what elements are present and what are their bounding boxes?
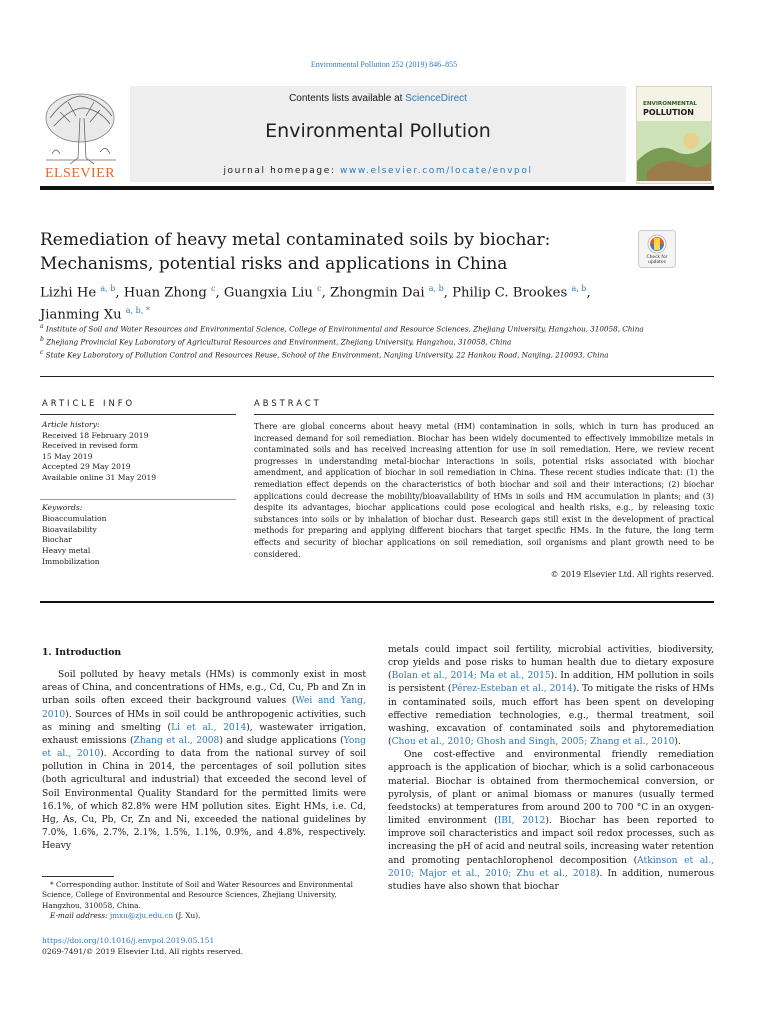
- homepage-line: [130, 166, 626, 176]
- article-title-line2: Mechanisms, potential risks and applications in China: [40, 254, 508, 274]
- cover-image: [637, 121, 712, 181]
- keywords-label: Keywords:: [42, 503, 83, 512]
- email-link[interactable]: jmxu@zju.edu.cn: [109, 910, 174, 920]
- author-name[interactable]: Philip C. Brookes: [452, 285, 568, 301]
- abstract-bottom-rule: [40, 601, 714, 603]
- affiliation: [40, 335, 680, 348]
- email-line: [42, 911, 366, 921]
- citation-link[interactable]: Chou et al., 2010; Ghosh and Singh, 2005; Zhang et al., 2010: [391, 737, 675, 748]
- keywords: [42, 503, 234, 568]
- citation-link[interactable]: Atkinson et al., 2010; Major et al., 2010; Zhu et al., 2018: [388, 855, 714, 879]
- abstract-heading: ABSTRACT: [254, 398, 322, 408]
- citation-link[interactable]: Bolan et al., 2014; Ma et al., 2015: [391, 671, 551, 682]
- paragraph-text: Soil polluted by heavy metals (HMs) is commonly exist in most areas of China, and concentrations of HMs, e.g., Cd, Cu, Pb and Zn in urban soils often exceed their background values (: [42, 670, 366, 707]
- abstract-rule: [254, 414, 714, 415]
- affiliations: [40, 322, 680, 361]
- doi-link[interactable]: https://doi.org/10.1016/j.envpol.2019.05.151: [42, 936, 215, 945]
- contents-prefix: Contents lists available at: [289, 93, 406, 104]
- citation-link[interactable]: Pérez-Esteban et al., 2014: [451, 684, 573, 695]
- keyword: Heavy metal: [42, 546, 91, 556]
- keyword: Immobilization: [42, 556, 100, 566]
- affiliation-marker: a: [40, 323, 44, 330]
- author-separator: ,: [586, 285, 591, 301]
- citation-link[interactable]: Yong et al., 2010: [42, 735, 367, 760]
- author-name[interactable]: Guangxia Liu: [223, 285, 313, 301]
- email-suffix: (J. Xu).: [173, 910, 201, 920]
- citation-link[interactable]: Zhang et al., 2008: [133, 735, 220, 746]
- author-affiliation-marker[interactable]: a, b, *: [125, 306, 150, 316]
- affiliation: [40, 322, 680, 335]
- history-label: Article history:: [42, 420, 100, 429]
- author-affiliation-marker[interactable]: a, b: [571, 284, 587, 293]
- article-info-rule: [40, 414, 236, 415]
- citation-link[interactable]: IBI, 2012: [497, 816, 546, 827]
- paragraph-text: ). Sources of HMs in soil could be anthropogenic activities, such as mining and smelting (: [42, 709, 366, 733]
- author-affiliation-marker[interactable]: a, b: [428, 284, 444, 293]
- article-title-line1: Remediation of heavy metal contaminated soils by biochar:: [40, 230, 551, 250]
- author-separator: ,: [215, 285, 224, 301]
- affiliation-text: Institute of Soil and Water Resources and Environmental Science, College of Environmental and Resource Sciences, Zhejiang University, Hangzhou, 310058, China: [43, 324, 644, 334]
- body-paragraph: [42, 669, 366, 853]
- cover-title-line1: ENVIRONMENTAL: [643, 101, 698, 107]
- body-paragraph: [388, 644, 714, 749]
- citation-link[interactable]: Wei and Yang, 2010: [42, 696, 366, 720]
- issn-line: 0269-7491/© 2019 Elsevier Ltd. All rights reserved.: [42, 946, 244, 956]
- homepage-link[interactable]: www.elsevier.com/locate/envpol: [339, 166, 533, 176]
- history-item: Accepted 29 May 2019: [42, 462, 131, 472]
- author-separator: ,: [115, 285, 124, 301]
- affiliation: [40, 348, 680, 361]
- abstract-copyright: © 2019 Elsevier Ltd. All rights reserved.: [550, 570, 714, 579]
- journal-citation-link[interactable]: Environmental Pollution 252 (2019) 846–855: [310, 60, 458, 69]
- body-paragraph: [388, 749, 714, 894]
- author-name[interactable]: Huan Zhong: [123, 285, 207, 301]
- paragraph-text: ), wastewater irrigation, exhaust emissions (: [42, 722, 366, 746]
- corresponding-author-note: * Corresponding author. Institute of Soil and Water Resources and Environmental Science, College of Environmental and Resource Sciences, Zhejiang University, Hangzhou, 310058, China.: [42, 880, 354, 910]
- author-name[interactable]: Lizhi He: [40, 285, 97, 301]
- keywords-rule: [40, 499, 236, 500]
- history-item: Available online 31 May 2019: [42, 472, 157, 482]
- body-column-right: [388, 644, 714, 894]
- body-column-left: [42, 646, 366, 853]
- title-rule: [40, 376, 714, 377]
- abstract-text: There are global concerns about heavy metal (HM) contamination in soils, which in turn has produced an increased demand for soil remediation. Biochar has been widely documented to effectively immobilize metals in contaminated soils and has received increasing attention for use in soil remediation. Here, we review recent progresses in understanding metal-biochar interactions in soils, potential risks associated with biochar amendment, and application of biochar in soil remediation in China. These recent studies indicate that: (1) the remediation effect depends on the characteristics of both biochar and soil and their interactions; (2) biochar applications could decrease the mobility/bioavailability of HMs in soils and HM accumulation in plants; and (3) despite its advantages, biochar applications could pose ecological and health risks, e.g., by releasing toxic substances into soils or by inhalation of biochar dust. Research gaps still exist in the development of practical methods for preparing and applying different biochars that target specific HMs. In the future, the long term effects and security of biochar applications on soil remediation, soil organisms and plant growth need to be considered.: [254, 422, 714, 559]
- paragraph-text: ). According to data from the national survey of soil pollution in China in 2014, the percentages of soil pollution sites (both agricultural and industrial) that exceeded the second level of Soil Environmental Quality Standard for the permitted limits were 16.1%, of which 82.8% were HM pollution sites. Eight HMs, i.e. Cd, Hg, As, Cu, Pb, Cr, Zn and Ni, exceeded the national guidelines by 7.0%, 1.6%, 2.7%, 2.1%, 1.5%, 1.1%, 0.9%, and 4.8%, respectively. Heavy: [42, 749, 366, 852]
- paragraph-text: One cost-effective and environmental friendly remediation approach is the application of biochar, which is a solid carbonaceous material. Biochar is obtained from thermochemical conversion, or pyrolysis, of plant or animal biomass or manures (usually termed feedstocks) at temperatures from around 200 to 700 °C in an oxygen-limited environment (: [388, 750, 714, 827]
- check-for-updates-badge[interactable]: [638, 230, 676, 268]
- paragraph-text: ). Biochar has been reported to improve soil characteristics and impact soil redox processes, such as increasing the pH of acid and neutral soils, increasing water retention and promoting pentachlorophenol decomposition (: [388, 816, 715, 866]
- elsevier-wordmark: ELSEVIER: [44, 166, 116, 181]
- keyword: Bioavailability: [42, 524, 97, 534]
- paragraph-text: ). In addition, HM pollution in soils is persistent (: [388, 671, 714, 695]
- keyword: Biochar: [42, 535, 72, 545]
- author-affiliation-marker[interactable]: a, b: [100, 284, 116, 293]
- author-list: [40, 280, 660, 325]
- citation-link[interactable]: Li et al., 2014: [171, 722, 247, 733]
- contents-line: [130, 93, 626, 104]
- article-info-heading: ARTICLE INFO: [42, 398, 136, 408]
- author-affiliation-marker[interactable]: c: [317, 284, 322, 293]
- paragraph-text: metals could impact soil fertility, microbial activities, biodiversity, crop yields and pose risks to human health due to dietary exposure (: [388, 645, 714, 682]
- sciencedirect-link[interactable]: ScienceDirect: [405, 93, 467, 104]
- affiliation-text: State Key Laboratory of Pollution Control and Resources Reuse, School of the Environment, Nanjing University, 22 Hankou Road, Nanjing, 210093, China: [43, 350, 609, 360]
- history-item: 15 May 2019: [42, 451, 93, 461]
- affiliation-marker: b: [40, 335, 44, 343]
- keyword: Bioaccumulation: [42, 513, 107, 523]
- author-separator: ,: [443, 285, 453, 301]
- history-item: Received in revised form: [42, 441, 138, 451]
- check-for-updates-label: Check for updates: [646, 255, 668, 265]
- homepage-prefix: journal homepage:: [223, 166, 340, 176]
- journal-title: Environmental Pollution: [265, 120, 491, 142]
- affiliation-marker: c: [40, 348, 44, 356]
- history-item: Received 18 February 2019: [42, 430, 149, 440]
- author-affiliation-marker[interactable]: c: [211, 284, 216, 293]
- paragraph-text: ) and sludge applications (: [219, 735, 344, 746]
- footnote-rule: [42, 876, 114, 877]
- author-name[interactable]: Jianming Xu: [40, 307, 122, 323]
- affiliation-text: Zhejiang Provincial Key Laboratory of Agricultural Resources and Environment, Zhejiang University, Hangzhou, 310058, China: [43, 337, 512, 347]
- author-name[interactable]: Zhongmin Dai: [329, 285, 425, 301]
- paragraph-text: ).: [674, 737, 681, 748]
- paragraph-text: ). To mitigate the risks of HMs in contaminated soils, much effort has been spent on developing effective remediation technologies, e.g., thermal treatment, soil washing, excavation of contaminated soils and phytoremediation (: [388, 684, 714, 748]
- paragraph-text: ). In addition, numerous studies have also shown that biochar: [388, 868, 714, 892]
- article-title: [40, 228, 600, 276]
- article-history: [42, 420, 234, 484]
- section-heading: 1. Introduction: [42, 647, 122, 658]
- author-separator: ,: [321, 285, 330, 301]
- email-label: E-mail address:: [50, 910, 110, 920]
- doi-block: [42, 936, 366, 957]
- journal-cover-thumbnail[interactable]: [636, 86, 712, 184]
- footnotes: [42, 880, 366, 921]
- header-rule: [40, 186, 714, 190]
- cover-title-line2: POLLUTION: [643, 108, 694, 117]
